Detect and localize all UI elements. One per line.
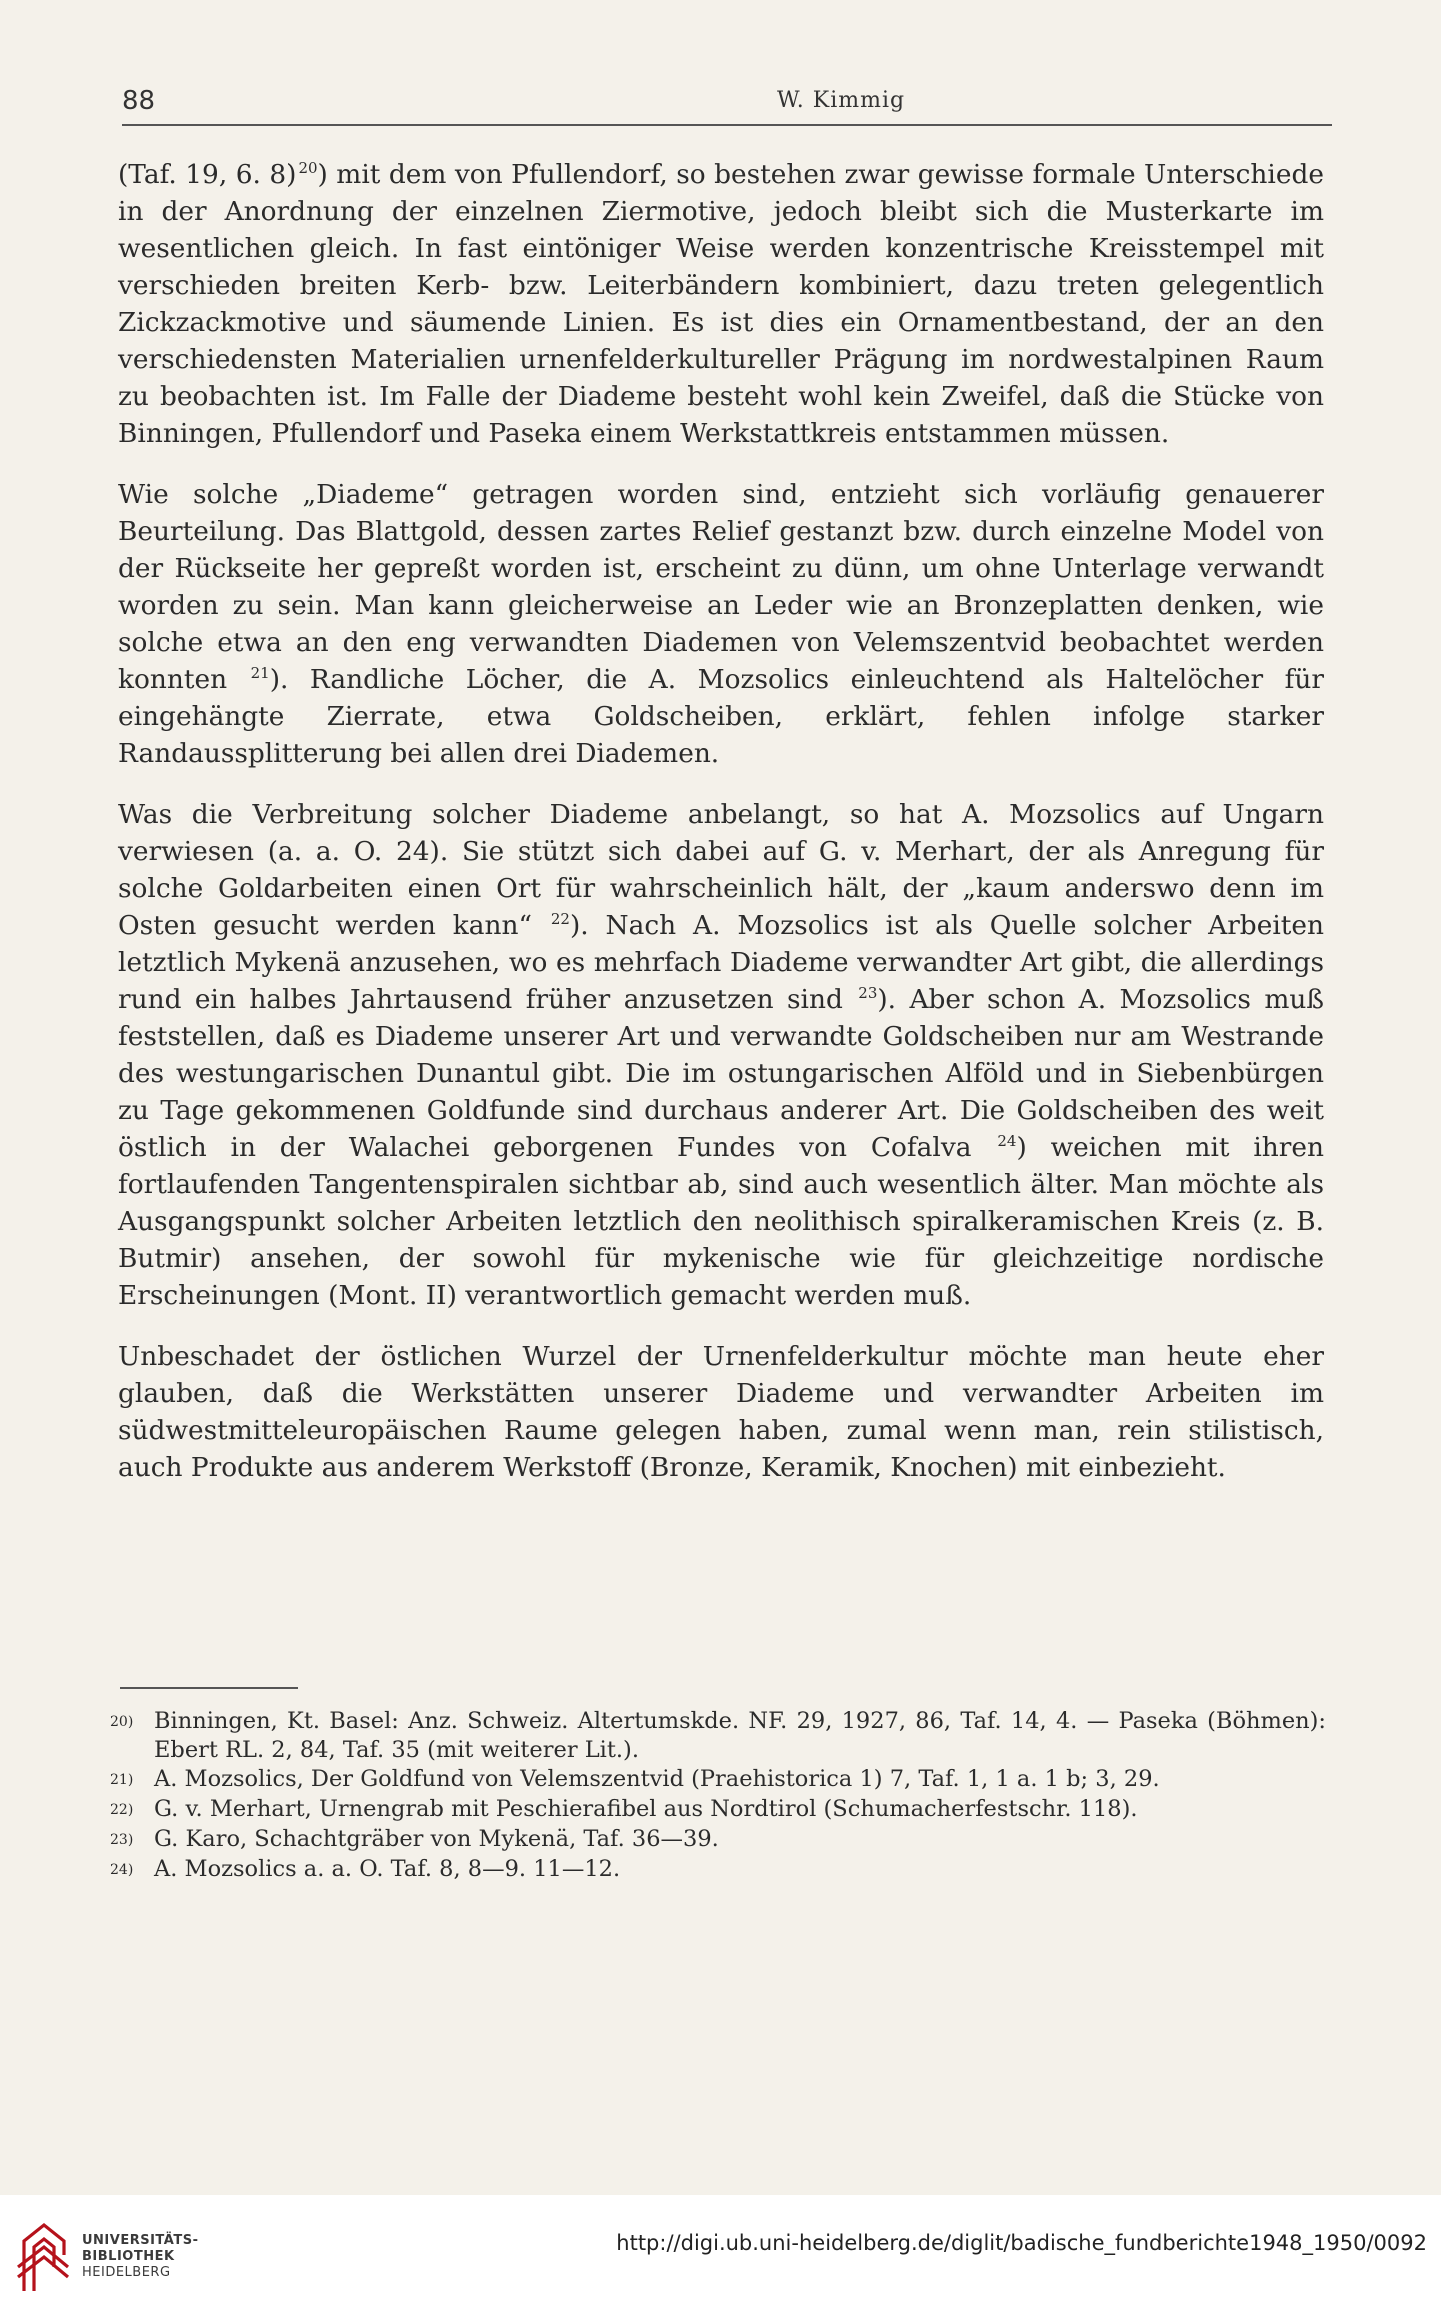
paragraph-text: ) weichen mit ihren fortlaufenden Tangentenspiralen sichtbar ab, sind auch wesentlich älter. Man möchte als Ausgangspunkt solcher Arbeiten letztlich den neolithisch spiralkeramischen Kreis (z. B. Butmir) ansehen, der sowohl für mykenische wie für gleichzeitige nordische Erscheinungen (Mont. II) verantwortlich gemacht werden muß. xyxy=(118,1132,1325,1311)
running-header xyxy=(122,84,1332,126)
digitization-footer xyxy=(0,2195,1441,2311)
paragraph-text: ). Aber schon A. Mozsolics muß feststellen, daß es Diademe unserer Art und verwandte Goldscheiben nur am Westrande des westungarischen Dunantul gibt. Die im ostungarischen Alföld und in Siebenbürgen zu Tage gekommenen Goldfunde sind durchaus anderer Art. Die Goldscheiben des weit östlich in der Walachei geborgenen Fundes von Cofalva xyxy=(118,984,1325,1163)
footnote-reference[interactable]: 21 xyxy=(250,664,270,682)
footnote-number: 21) xyxy=(110,1772,134,1788)
footnote xyxy=(110,1795,1326,1825)
footnote-reference[interactable]: 20 xyxy=(298,159,318,177)
paragraph-text: Wie solche „Diademe“ getragen worden sind, entzieht sich vorläufig genauerer Beurteilung. Das Blattgold, dessen zartes Relief gestanzt bzw. durch einzelne Model von der Rückseite her gepreßt worden ist, erscheint zu dünn, um ohne Unterlage verwandt worden zu sein. Man kann gleicherweise an Leder wie an Bronzeplatten denken, wie solche etwa an den eng verwandten Diademen von Velemszentvid beobachtet werden konnten xyxy=(118,479,1324,695)
footnote-reference[interactable]: 22 xyxy=(550,910,570,928)
footnote-reference[interactable]: 24 xyxy=(997,1132,1017,1150)
footnote-divider xyxy=(120,1687,298,1689)
page-number: 88 xyxy=(122,86,156,116)
footnote-text: Binningen, Kt. Basel: Anz. Schweiz. Altertumskde. NF. 29, 1927, 86, Taf. 14, 4. — Paseka (Böhmen): Ebert RL. 2, 84, Taf. 35 (mit weiterer Lit.). xyxy=(154,1708,1326,1763)
source-url-link[interactable]: http://digi.ub.uni-heidelberg.de/diglit/badische_fundberichte1948_1950/0092 xyxy=(616,2231,1427,2255)
body-paragraph xyxy=(118,156,1324,452)
footnote-text: A. Mozsolics a. a. O. Taf. 8, 8—9. 11—12. xyxy=(154,1856,621,1882)
body-paragraph xyxy=(118,796,1324,1314)
footnote-number: 23) xyxy=(110,1832,134,1848)
footnote-text: G. Karo, Schachtgräber von Mykenä, Taf. 36—39. xyxy=(154,1826,719,1852)
paragraph-text: ). Nach A. Mozsolics ist als Quelle solcher Arbeiten letztlich Mykenä anzusehen, wo es mehrfach Diademe verwandter Art gibt, die allerdings rund ein halbes Jahrtausend früher anzusetzen sind xyxy=(118,910,1324,1015)
footnote-number-text: 22 xyxy=(110,1802,128,1818)
paragraph-text: ). Randliche Löcher, die A. Mozsolics einleuchtend als Haltelöcher für eingehängte Zierrate, etwa Goldscheiben, erklärt, fehlen infolge starker Randaussplitterung bei allen drei Diademen. xyxy=(118,664,1324,769)
paragraph-text: Unbeschadet der östlichen Wurzel der Urnenfelderkultur möchte man heute eher glauben, daß die Werkstätten unserer Diademe und verwandter Arbeiten im südwestmitteleuropäischen Raume gelegen haben, zumal wenn man, rein stilistisch, auch Produkte aus anderem Werkstoff (Bronze, Keramik, Knochen) mit einbezieht. xyxy=(118,1341,1324,1483)
footnote-number: 24) xyxy=(110,1862,134,1878)
paragraph-text: Was die Verbreitung solcher Diademe anbelangt, so hat A. Mozsolics auf Ungarn verwiesen (a. a. O. 24). Sie stützt sich dabei auf G. v. Merhart, der als Anregung für solche Goldarbeiten einen Ort für wahrscheinlich hält, der „kaum anderswo denn im Osten gesucht werden kann“ xyxy=(118,799,1324,941)
ub-heidelberg-logo-icon[interactable] xyxy=(14,2211,72,2293)
footnote xyxy=(110,1825,1326,1855)
footnote-text: A. Mozsolics, Der Goldfund von Velemszentvid (Praehistorica 1) 7, Taf. 1, 1 a. 1 b; 3, 29. xyxy=(154,1766,1160,1792)
body-paragraph xyxy=(118,1338,1324,1486)
footnote-number: 22) xyxy=(110,1802,134,1818)
footnote xyxy=(110,1765,1326,1795)
footnote-number-text: 21 xyxy=(110,1772,128,1788)
footnote-number-text: 23 xyxy=(110,1832,128,1848)
footnote-text: G. v. Merhart, Urnengrab mit Peschierafibel aus Nordtirol (Schumacherfestschr. 118). xyxy=(154,1796,1138,1822)
footnotes xyxy=(110,1707,1326,1885)
paragraph-text: (Taf. 19, 6. 8) xyxy=(118,159,297,190)
running-head-author: W. Kimmig xyxy=(777,88,906,113)
footnote-reference[interactable]: 23 xyxy=(858,984,878,1002)
body-text xyxy=(118,156,1324,1510)
body-paragraph xyxy=(118,476,1324,772)
library-name[interactable]: UNIVERSITÄTS- BIBLIOTHEK HEIDELBERG xyxy=(82,2233,199,2280)
footnote xyxy=(110,1707,1326,1765)
footnote-number-text: 20 xyxy=(110,1714,128,1730)
footnote-number-text: 24 xyxy=(110,1862,128,1878)
footnote xyxy=(110,1855,1326,1885)
paragraph-text: ) mit dem von Pfullendorf, so bestehen zwar gewisse formale Unterschiede in der Anordnung der einzelnen Ziermotive, jedoch bleibt sich die Musterkarte im wesentlichen gleich. In fast eintöniger Weise werden konzentrische Kreisstempel mit verschieden breiten Kerb- bzw. Leiterbändern kombiniert, dazu treten gelegentlich Zickzackmotive und säumende Linien. Es ist dies ein Ornamentbestand, der an den verschiedensten Materialien urnenfelderkultureller Prägung im nordwestalpinen Raum zu beobachten ist. Im Falle der Diademe besteht wohl kein Zweifel, daß die Stücke von Binningen, Pfullendorf und Paseka einem Werkstattkreis entstammen müssen. xyxy=(118,159,1324,449)
footnote-number: 20) xyxy=(110,1714,134,1730)
